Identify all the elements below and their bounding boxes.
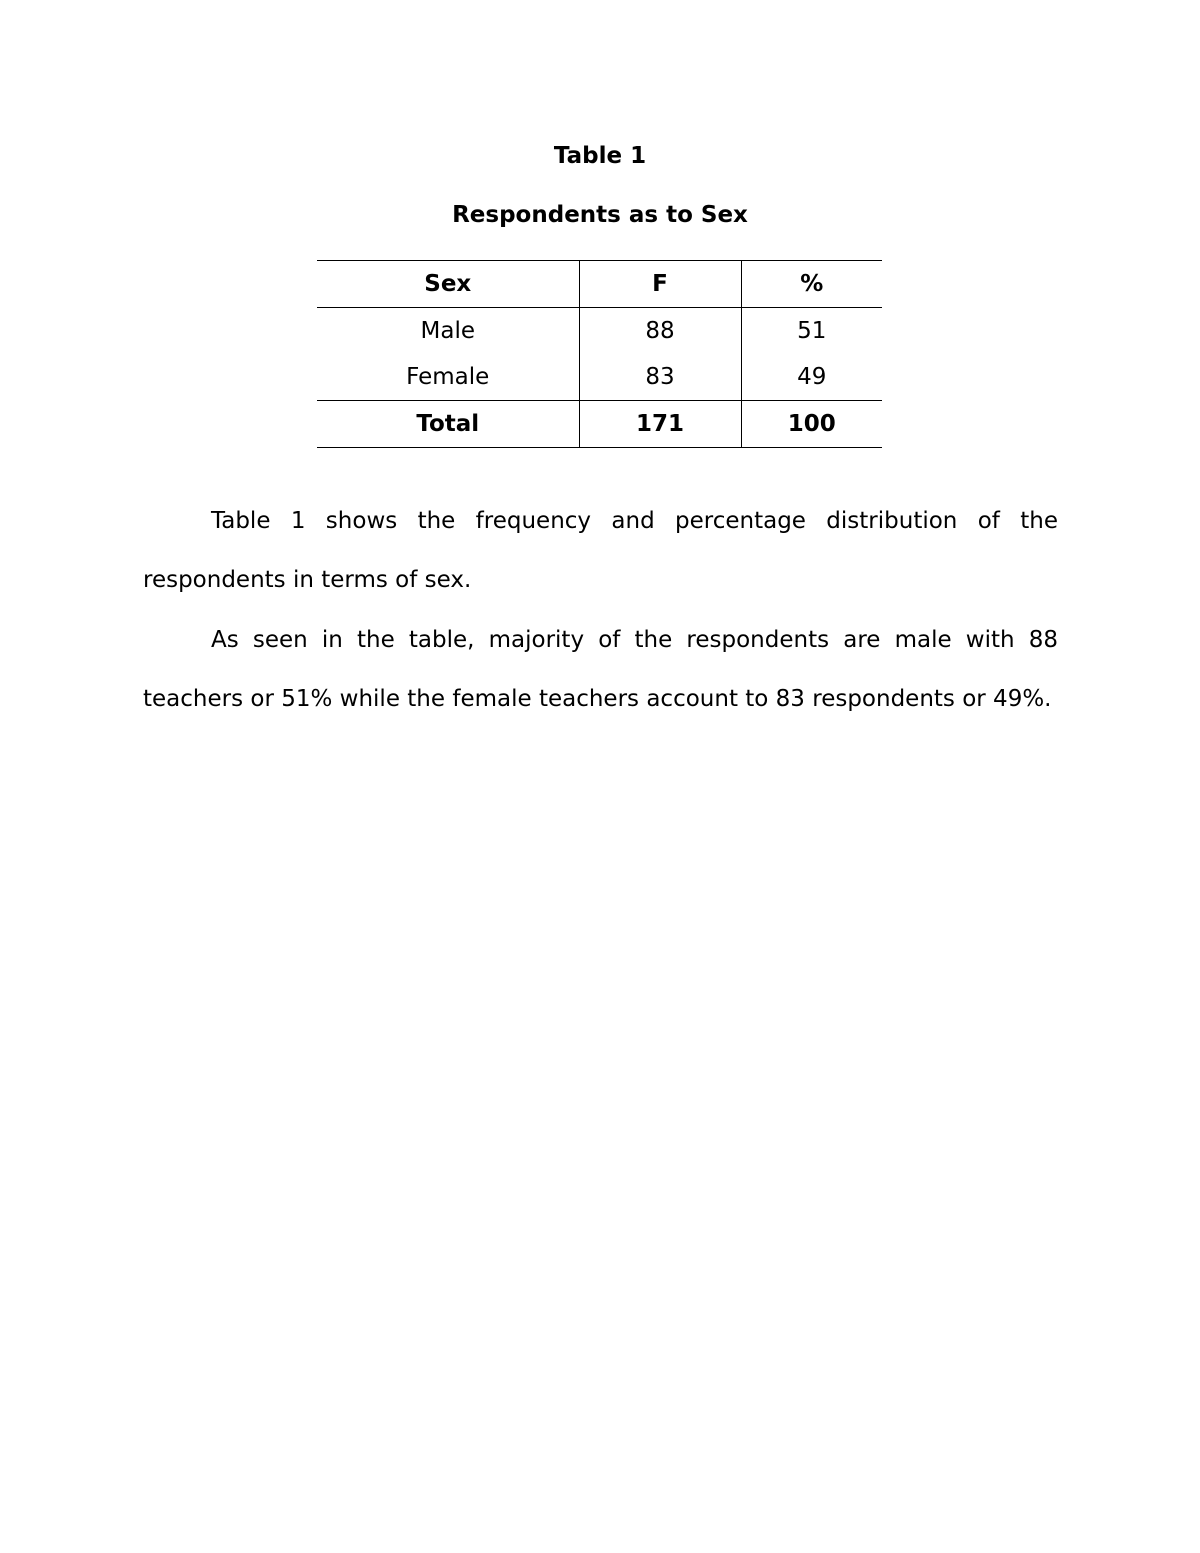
header-sex: Sex [424, 271, 472, 297]
respondents-table [317, 260, 882, 448]
table-total-row [317, 401, 882, 448]
cell-percent: 49 [741, 354, 882, 401]
total-label: Total [416, 411, 480, 437]
total-percent: 100 [741, 401, 882, 448]
header-percent: % [741, 261, 882, 308]
paragraph-description: Table 1 shows the frequency and percentage distribution of the respondents in terms of sex. [143, 508, 1058, 593]
cell-sex: Female [406, 364, 490, 390]
cell-frequency: 88 [579, 308, 741, 355]
table-title: Respondents as to Sex [452, 202, 748, 228]
cell-percent: 51 [741, 308, 882, 355]
table-header-row [317, 261, 882, 308]
table-number: Table 1 [553, 143, 647, 169]
table-row [317, 308, 882, 355]
header-frequency: F [579, 261, 741, 308]
paragraph-analysis: As seen in the table, majority of the respondents are male with 88 teachers or 51% while the female teachers account to 83 respondents or 49%. [143, 627, 1058, 712]
table-row [317, 354, 882, 401]
cell-sex: Male [420, 318, 475, 344]
cell-frequency: 83 [579, 354, 741, 401]
total-frequency: 171 [579, 401, 741, 448]
